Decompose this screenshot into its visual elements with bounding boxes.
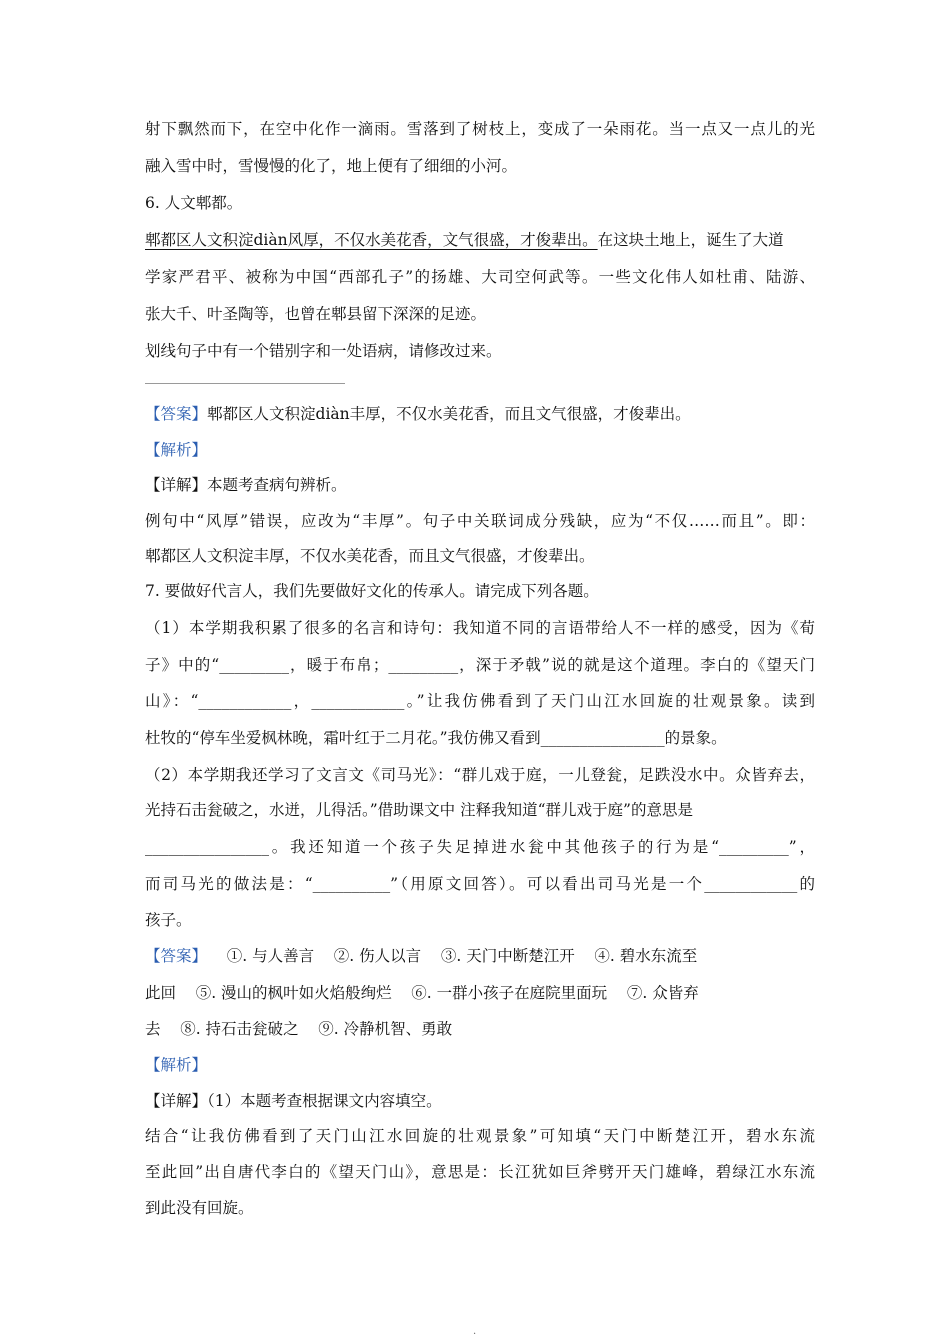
paragraph-line: 学家严君平、被称为中国“西部孔子”的扬雄、大司空何武等。一些文化伟人如杜甫、陆游、 [145, 268, 815, 286]
paragraph-line: 射下飘然而下，在空中化作一滴雨。雪落到了树枝上，变成了一朵雨花。当一点又一点儿的光 [145, 120, 815, 138]
question-7-part-2: ________________。我还知道一个孩子失足掉进水瓮中其他孩子的行为是“_________”， [145, 838, 815, 856]
answer-tag: 【答案】 [145, 947, 208, 965]
question-7-part-1: 子》中的“_________，暖于布帛；_________，深于矛戟”说的就是这个道理。李白的《望天门 [145, 656, 815, 674]
answer-separator [145, 383, 345, 384]
paragraph-line: 张大千、叶圣陶等，也曾在郫县留下深深的足迹。 [145, 305, 487, 323]
question-7-part-2: 光持石击瓮破之，水迸，儿得活。”借助课文中 注释我知道“群儿戏于庭”的意思是 [145, 801, 693, 819]
detail-line: 到此没有回旋。 [145, 1199, 254, 1217]
question-7-part-1: 杜牧的“停车坐爱枫林晚，霜叶红于二月花。”我仿佛又看到________________的景象。 [145, 729, 727, 747]
detail-heading: 【详解】本题考查病句辨析。 [145, 476, 347, 494]
question-7-part-2: 孩子。 [145, 911, 192, 929]
answer-line: 此回 ⑤. 漫山的枫叶如火焰般绚烂 ⑥. 一群小孩子在庭院里面玩 ⑦. 众皆弃 [145, 984, 699, 1002]
analysis-tag: 【解析】 [145, 441, 208, 459]
sentence-continuation: 在这块土地上，诞生了大道 [597, 231, 784, 249]
underlined-sentence: 郫都区人文积淀diàn风厚，不仅水美花香，文气很盛，才俊辈出。 [145, 231, 598, 249]
question-6-line [145, 229, 815, 251]
detail-line: 郫都区人文积淀丰厚，不仅水美花香，而且文气很盛，才俊辈出。 [145, 547, 595, 565]
detail-line: 例句中“风厚”错误，应改为“丰厚”。句子中关联词成分残缺，应为“不仅……而且”。即： [145, 512, 815, 530]
question-7-part-1: 山》：“____________，____________。”让我仿佛看到了天门山江水回旋的壮观景象。读到 [145, 692, 815, 710]
detail-heading: 【详解】（1）本题考查根据课文内容填空。 [145, 1092, 442, 1110]
answer-6 [145, 403, 815, 425]
question-7-part-2: 而司马光的做法是：“__________”（用原文回答）。可以看出司马光是一个____________的 [145, 875, 815, 893]
question-7-part-2: （2）本学期我还学习了文言文《司马光》：“群儿戏于庭，一儿登瓮，足跌没水中。众皆弃去， [145, 766, 815, 784]
answer-line: 去 ⑧. 持石击瓮破之 ⑨. 冷静机智、勇敢 [145, 1020, 453, 1038]
answer-tag: 【答案】 [145, 405, 208, 423]
footer-mark: . [473, 1326, 477, 1337]
question-6-title: 6. 人文郫都。 [145, 194, 243, 212]
answer-7 [145, 945, 815, 967]
detail-line: 至此回”出自唐代李白的《望天门山》，意思是：长江犹如巨斧劈开天门雄峰，碧绿江水东流 [145, 1163, 815, 1181]
question-7-title: 7. 要做好代言人，我们先要做好文化的传承人。请完成下列各题。 [145, 582, 599, 600]
question-7-part-1: （1）本学期我积累了很多的名言和诗句：我知道不同的言语带给人不一样的感受，因为《荀 [145, 619, 815, 637]
detail-line: 结合“让我仿佛看到了天门山江水回旋的壮观景象”可知填“天门中断楚江开，碧水东流 [145, 1127, 815, 1145]
answer-text: 郫都区人文积淀diàn丰厚，不仅水美花香，而且文气很盛，才俊辈出。 [207, 405, 691, 423]
analysis-tag: 【解析】 [145, 1056, 208, 1074]
question-6-prompt: 划线句子中有一个错别字和一处语病，请修改过来。 [145, 342, 502, 360]
paragraph-line: 融入雪中时，雪慢慢的化了，地上便有了细细的小河。 [145, 157, 518, 175]
answer-text: ①. 与人善言 ②. 伤人以言 ③. 天门中断楚江开 ④. 碧水东流至 [207, 947, 698, 965]
